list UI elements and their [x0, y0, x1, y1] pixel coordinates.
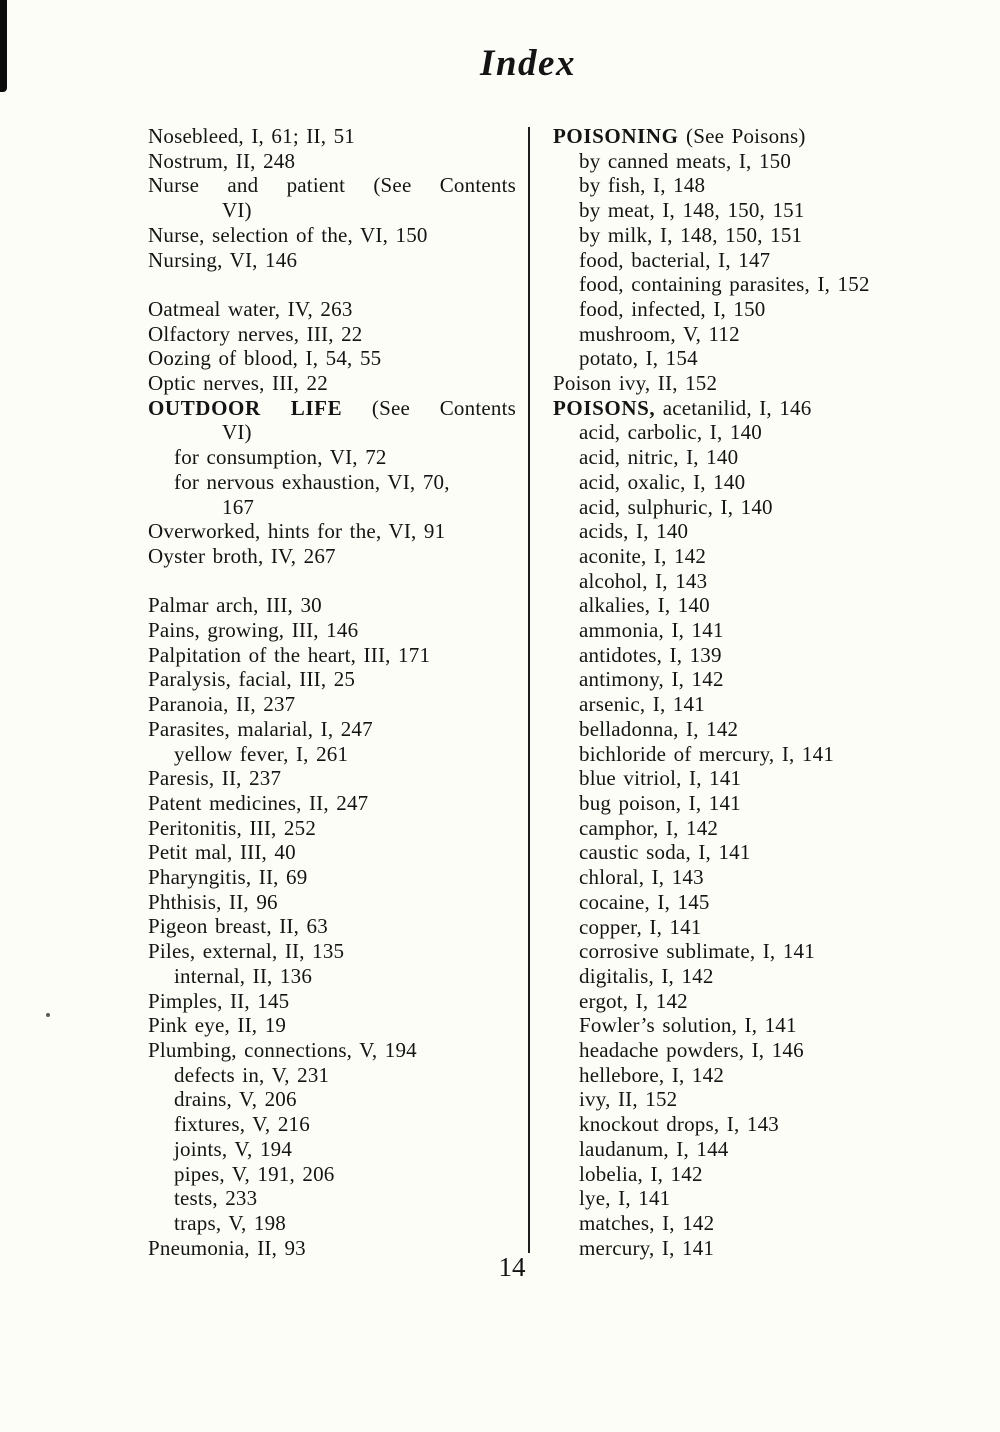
index-entry: VI)	[222, 198, 252, 223]
index-entry: Pneumonia, II, 93	[148, 1235, 306, 1260]
index-entry: yellow fever, I, 261	[174, 741, 349, 766]
index-entry: Nosebleed, I, 61; II, 51	[148, 124, 355, 148]
index-entry: Nurse, selection of the, VI, 150	[148, 222, 428, 247]
index-entry: by milk, I, 148, 150, 151	[579, 222, 803, 247]
index-entry: arsenic, I, 141	[579, 692, 705, 717]
index-entry: food, containing parasites, I, 152	[579, 272, 870, 297]
index-entry: ergot, I, 142	[579, 988, 688, 1013]
index-entry: Pink eye, II, 19	[148, 1013, 287, 1038]
index-entry: lobelia, I, 142	[579, 1161, 703, 1186]
index-entry: tests, 233	[174, 1186, 258, 1211]
index-entry: potato, I, 154	[579, 346, 698, 371]
index-entry: bug poison, I, 141	[579, 790, 741, 815]
index-entry: alkalies, I, 140	[579, 593, 710, 618]
page-title: Index	[480, 43, 576, 84]
index-entry: ivy, II, 152	[579, 1087, 678, 1112]
index-entry: bichloride of mercury, I, 141	[579, 741, 835, 766]
index-entry: Plumbing, connections, V, 194	[148, 1037, 417, 1062]
index-entry: knockout drops, I, 143	[579, 1112, 779, 1137]
index-entry: by meat, I, 148, 150, 151	[579, 198, 805, 223]
index-entry: Pimples, II, 145	[148, 988, 290, 1013]
index-entry: chloral, I, 143	[579, 865, 704, 890]
column-divider	[528, 127, 530, 1253]
scan-artifact-edge	[0, 0, 7, 92]
index-entry-heading: OUTDOOR LIFE	[148, 395, 343, 420]
index-entry: by fish, I, 148	[579, 173, 706, 198]
index-entry: hellebore, I, 142	[579, 1062, 725, 1087]
index-entry: Paresis, II, 237	[148, 766, 282, 791]
index-entry: antimony, I, 142	[579, 667, 724, 692]
index-entry: traps, V, 198	[174, 1210, 286, 1235]
index-entry: mercury, I, 141	[579, 1235, 715, 1260]
index-entry: cocaine, I, 145	[579, 889, 710, 914]
index-entry: joints, V, 194	[174, 1136, 293, 1161]
index-entry: aconite, I, 142	[579, 543, 707, 568]
index-entry: blue vitriol, I, 141	[579, 766, 742, 791]
index-entry: Nursing, VI, 146	[148, 247, 298, 272]
index-entry: Pains, growing, III, 146	[148, 618, 359, 643]
index-entry: Nurse and patient (See Contents	[148, 173, 516, 198]
index-entry: Oatmeal water, IV, 263	[148, 296, 353, 321]
page-number: 14	[498, 1252, 526, 1282]
index-entry: lye, I, 141	[579, 1186, 671, 1211]
index-entry: defects in, V, 231	[174, 1062, 330, 1087]
index-entry: ammonia, I, 141	[579, 618, 724, 643]
index-entry: camphor, I, 142	[579, 815, 719, 840]
scan-artifact-dot	[46, 1013, 50, 1017]
index-entry: Nostrum, II, 248	[148, 148, 296, 173]
index-entry: laudanum, I, 144	[579, 1136, 729, 1161]
index-entry: Fowler’s solution, I, 141	[579, 1013, 797, 1038]
index-entry: acids, I, 140	[579, 519, 689, 544]
index-entry: Oyster broth, IV, 267	[148, 543, 336, 568]
index-entry: corrosive sublimate, I, 141	[579, 939, 815, 964]
index-entry: Paralysis, facial, III, 25	[148, 667, 356, 692]
index-entry: Peritonitis, III, 252	[148, 815, 317, 840]
index-entry: 167	[222, 494, 255, 519]
index-entry: Petit mal, III, 40	[148, 840, 296, 865]
index-entry: belladonna, I, 142	[579, 716, 739, 741]
index-entry: acid, sulphuric, I, 140	[579, 494, 773, 519]
index-entry: Piles, external, II, 135	[148, 939, 345, 964]
index-column-right	[553, 124, 909, 1260]
index-entry: pipes, V, 191, 206	[174, 1161, 335, 1186]
index-entry: Parasites, malarial, I, 247	[148, 716, 373, 741]
index-entry: Palpitation of the heart, III, 171	[148, 642, 431, 667]
index-entry: internal, II, 136	[174, 963, 313, 988]
index-entry: mushroom, V, 112	[579, 321, 740, 346]
index-entry-heading: POISONS,	[553, 395, 656, 420]
index-entry: Olfactory nerves, III, 22	[148, 321, 363, 346]
index-entry: Paranoia, II, 237	[148, 692, 296, 717]
index-entry: Pigeon breast, II, 63	[148, 914, 328, 939]
index-entry: digitalis, I, 142	[579, 963, 714, 988]
index-entry: drains, V, 206	[174, 1087, 297, 1112]
index-entry: antidotes, I, 139	[579, 642, 722, 667]
index-entry: VI)	[222, 420, 252, 445]
index-entry: OUTDOOR LIFE (See Contents	[148, 395, 516, 420]
index-entry: Phthisis, II, 96	[148, 889, 278, 914]
index-entry: for nervous exhaustion, VI, 70,	[174, 469, 450, 494]
index-entry: acid, carbolic, I, 140	[579, 420, 762, 445]
index-entry: matches, I, 142	[579, 1210, 715, 1235]
index-entry: acid, oxalic, I, 140	[579, 469, 746, 494]
index-entry: by canned meats, I, 150	[579, 148, 792, 173]
index-entry: food, bacterial, I, 147	[579, 247, 771, 272]
index-entry: Patent medicines, II, 247	[148, 790, 369, 815]
index-entry: alcohol, I, 143	[579, 568, 708, 593]
index-entry: Poison ivy, II, 152	[553, 371, 718, 396]
index-entry: Overworked, hints for the, VI, 91	[148, 519, 446, 544]
index-column-left	[148, 124, 516, 1260]
index-entry: Palmar arch, III, 30	[148, 593, 322, 618]
index-entry: copper, I, 141	[579, 914, 702, 939]
index-entry: Optic nerves, III, 22	[148, 371, 328, 396]
index-entry: food, infected, I, 150	[579, 296, 766, 321]
index-entry-heading: POISONING	[553, 124, 679, 148]
index-entry: POISONING (See Poisons)	[553, 124, 806, 148]
index-entry: Oozing of blood, I, 54, 55	[148, 346, 382, 371]
index-entry: for consumption, VI, 72	[174, 445, 387, 470]
index-entry: caustic soda, I, 141	[579, 840, 751, 865]
index-entry: Pharyngitis, II, 69	[148, 865, 308, 890]
index-entry: POISONS, acetanilid, I, 146	[553, 395, 812, 420]
index-entry: fixtures, V, 216	[174, 1112, 310, 1137]
index-entry: acid, nitric, I, 140	[579, 445, 739, 470]
index-entry: headache powders, I, 146	[579, 1038, 804, 1063]
